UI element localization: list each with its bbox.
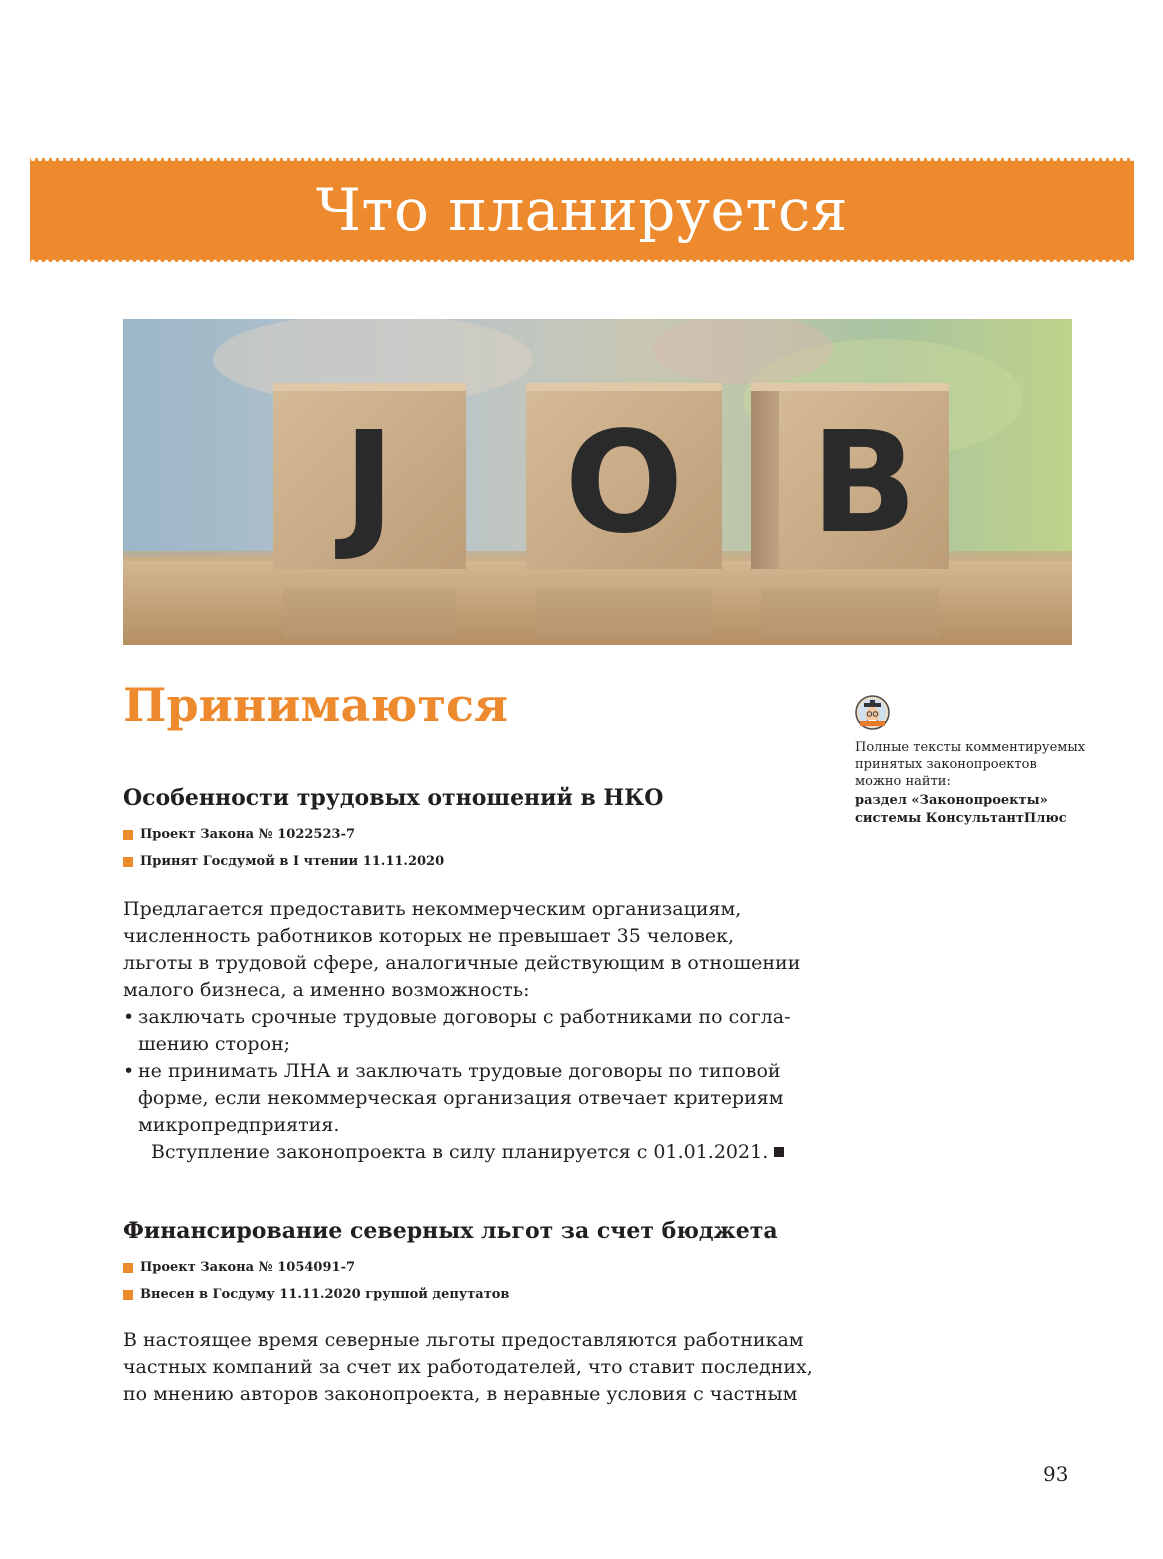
sidebar-note [855,695,1095,828]
header-banner [30,158,1134,262]
meta-item: Проект Закона № 1022523-7 [123,821,444,848]
orange-square-icon [123,830,133,840]
letter-o: O [564,402,684,565]
bullet-icon: • [123,1006,135,1028]
section-title: Принимаются [123,678,508,732]
letter-b: B [810,402,918,565]
article1-meta [123,821,444,875]
article1-intro: Предлагается предоставить некоммерческим организациям, численность работников которых не превышает 35 человек, льготы в трудовой сфере, аналогичные действующим в отношении малого бизнеса, а именно возможность: [123,898,801,1001]
article2-meta [123,1254,509,1308]
article1-bullets [123,1004,813,1139]
block-o [526,383,722,639]
orange-square-icon [123,1290,133,1300]
article2-intro: В настоящее время северные льготы предоставляются работникам частных компаний за счет их работодателей, что ставит последних, по мнению авторов законопроекта, в неравные условия с частным [123,1329,813,1405]
job-blocks-photo [123,319,1072,645]
bullet-icon: • [123,1060,135,1082]
end-mark-icon [774,1147,784,1157]
banner-title: Что планируется [316,176,848,244]
article1-body [123,896,813,1166]
article1-title: Особенности трудовых отношений в НКО [123,785,664,811]
article2-title: Финансирование северных льгот за счет бюджета [123,1218,778,1244]
meta-item: Проект Закона № 1054091-7 [123,1254,509,1281]
article1-closing: Вступление законопроекта в силу планируется с 01.01.2021. [123,1139,813,1166]
orange-square-icon [123,1263,133,1273]
block-b [751,383,949,639]
meta-item: Принят Госдумой в I чтении 11.11.2020 [123,848,444,875]
sidebar-note-text: Полные тексты комментируемых принятых законопроектов можно найти: [855,740,1086,789]
professor-avatar-icon [855,695,890,730]
letter-j: J [342,402,396,565]
sidebar-note-source: раздел «Законопроекты» системы КонсультантПлюс [855,793,1067,826]
orange-square-icon [123,857,133,867]
list-item: • не принимать ЛНА и заключать трудовые договоры по типовой форме, если некоммерческая организация отвечает критериям микропредприятия. [123,1060,784,1136]
page-number: 93 [1043,1462,1069,1486]
article2-body [123,1327,813,1408]
meta-item: Внесен в Госдуму 11.11.2020 группой депутатов [123,1281,509,1308]
block-j [273,383,466,639]
list-item: • заключать срочные трудовые договоры с работниками по согла- шению сторон; [123,1006,791,1055]
